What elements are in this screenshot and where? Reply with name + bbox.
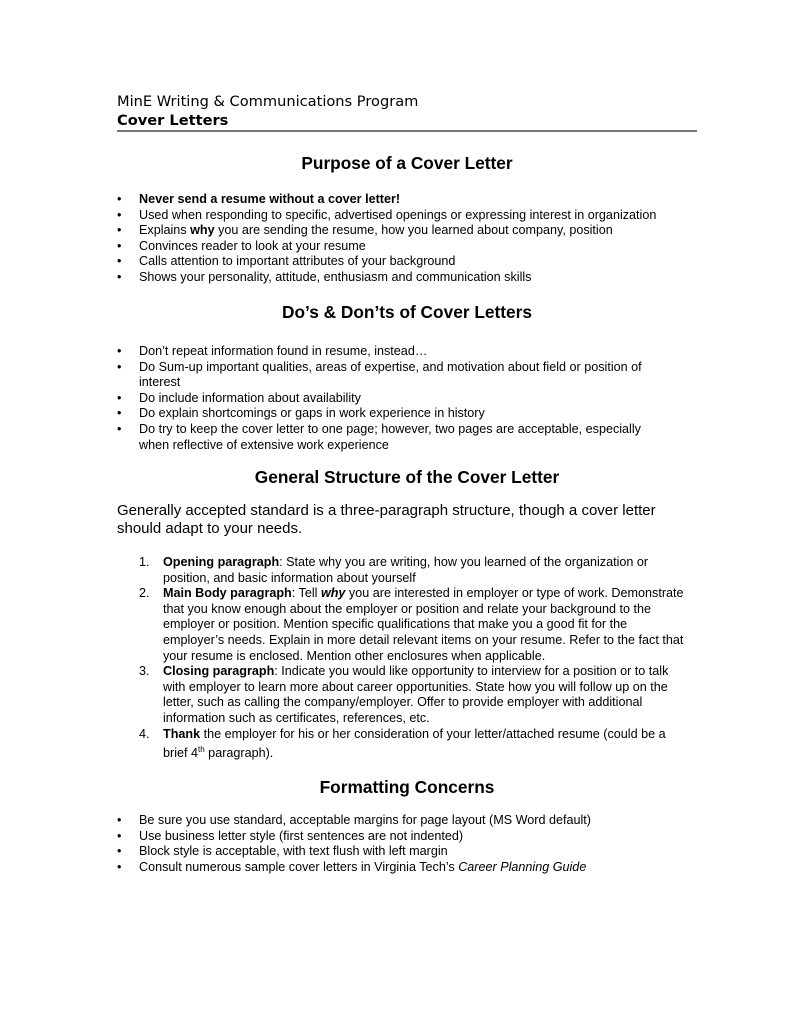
list-item <box>117 270 662 286</box>
list-item: • Don’t repeat information found in resume, instead… <box>117 344 662 360</box>
structure-heading: General Structure of the Cover Letter <box>254 467 560 487</box>
item-bold: why <box>190 223 215 238</box>
list-item <box>117 829 662 845</box>
item-number: 4. <box>139 726 150 741</box>
item-bold: Thank <box>163 726 201 741</box>
item-number: 3. <box>139 664 150 679</box>
item-text: Consult numerous sample cover letters in Virginia Tech’s <box>139 859 459 874</box>
item-text: Shows your personality, attitude, enthusiasm and communication skills <box>139 269 532 284</box>
list-item <box>139 555 684 586</box>
dos-donts-heading: Do’s & Don’ts of Cover Letters <box>282 302 532 322</box>
formatting-heading: Formatting Concerns <box>319 777 495 797</box>
structure-intro: Generally accepted standard is a three-paragraph structure, though a cover letter should adapt to your needs. <box>117 502 656 537</box>
list-item <box>117 192 662 208</box>
item-text: : State why you are writing, how you learned of the organization or position, and basic information about yourself <box>163 555 649 585</box>
item-text: Explains <box>139 223 191 238</box>
list-item <box>117 860 662 876</box>
list-item <box>117 239 662 255</box>
list-item: • Do explain shortcomings or gaps in work experience in history <box>117 406 662 422</box>
item-text: Block style is acceptable, with text flush with left margin <box>139 844 448 859</box>
item-number: 1. <box>139 555 150 569</box>
list-item <box>139 727 684 762</box>
program-name: MinE Writing & Communications Program <box>117 93 419 110</box>
item-text: : Indicate you would like opportunity to interview for a position or to talk with employer to learn more about career opportunities. State how you will follow up on the letter, such as calling the company/employer. Offer to provide employer with additional information such as certificates, references, etc. <box>163 664 669 725</box>
list-item <box>117 223 662 239</box>
list-item <box>139 664 684 726</box>
superscript: th <box>198 745 205 755</box>
item-text: Be sure you use standard, acceptable margins for page layout (MS Word default) <box>139 813 591 827</box>
dos-list <box>117 344 662 453</box>
item-text: Use business letter style (first sentences are not indented) <box>139 828 464 843</box>
item-bold-italic: why <box>320 586 346 601</box>
purpose-heading: Purpose of a Cover Letter <box>301 153 513 173</box>
item-text: the employer for his or her consideration of your letter/attached resume (could be a brief 4 <box>163 726 666 761</box>
item-text: you are interested in employer or type of work. Demonstrate that you know enough about the employer or position and relate your background to the employer or position. Mention specific qualifications that make you a good fit for the employer’s needs. Explain in more detail relevant items on your resume. Refer to the fact that your resume is enclosed. Mention other enclosures when applicable. <box>163 586 684 663</box>
item-text: Used when responding to specific, advertised openings or expressing interest in organization <box>139 207 657 222</box>
list-item: • Do include information about availability <box>117 391 662 407</box>
item-bold: Never send a resume without a cover letter! <box>139 192 401 206</box>
list-item <box>139 586 684 664</box>
document-title: Cover Letters <box>117 112 229 129</box>
list-item: • Do try to keep the cover letter to one page; however, two pages are acceptable, especially when reflective of extensive work experience <box>117 422 662 453</box>
item-text: you are sending the resume, how you learned about company, position <box>214 223 613 238</box>
item-text: : Tell <box>291 586 321 601</box>
item-bold: Opening paragraph <box>163 555 280 569</box>
item-bold: Main Body paragraph <box>163 586 292 601</box>
header-divider <box>117 130 697 132</box>
list-item <box>117 208 662 224</box>
list-item <box>117 254 662 270</box>
item-text: Calls attention to important attributes of your background <box>139 254 456 269</box>
purpose-list <box>117 192 662 286</box>
item-bold: Closing paragraph <box>163 664 275 679</box>
formatting-list <box>117 813 662 875</box>
item-text: Convinces reader to look at your resume <box>139 238 366 253</box>
item-italic: Career Planning Guide <box>458 859 587 874</box>
structure-list <box>139 555 684 762</box>
list-item: • Do Sum-up important qualities, areas of expertise, and motivation about field or position of interest <box>117 360 662 391</box>
item-number: 2. <box>139 586 150 601</box>
item-text: paragraph). <box>204 746 274 761</box>
list-item <box>117 813 662 829</box>
list-item <box>117 844 662 860</box>
